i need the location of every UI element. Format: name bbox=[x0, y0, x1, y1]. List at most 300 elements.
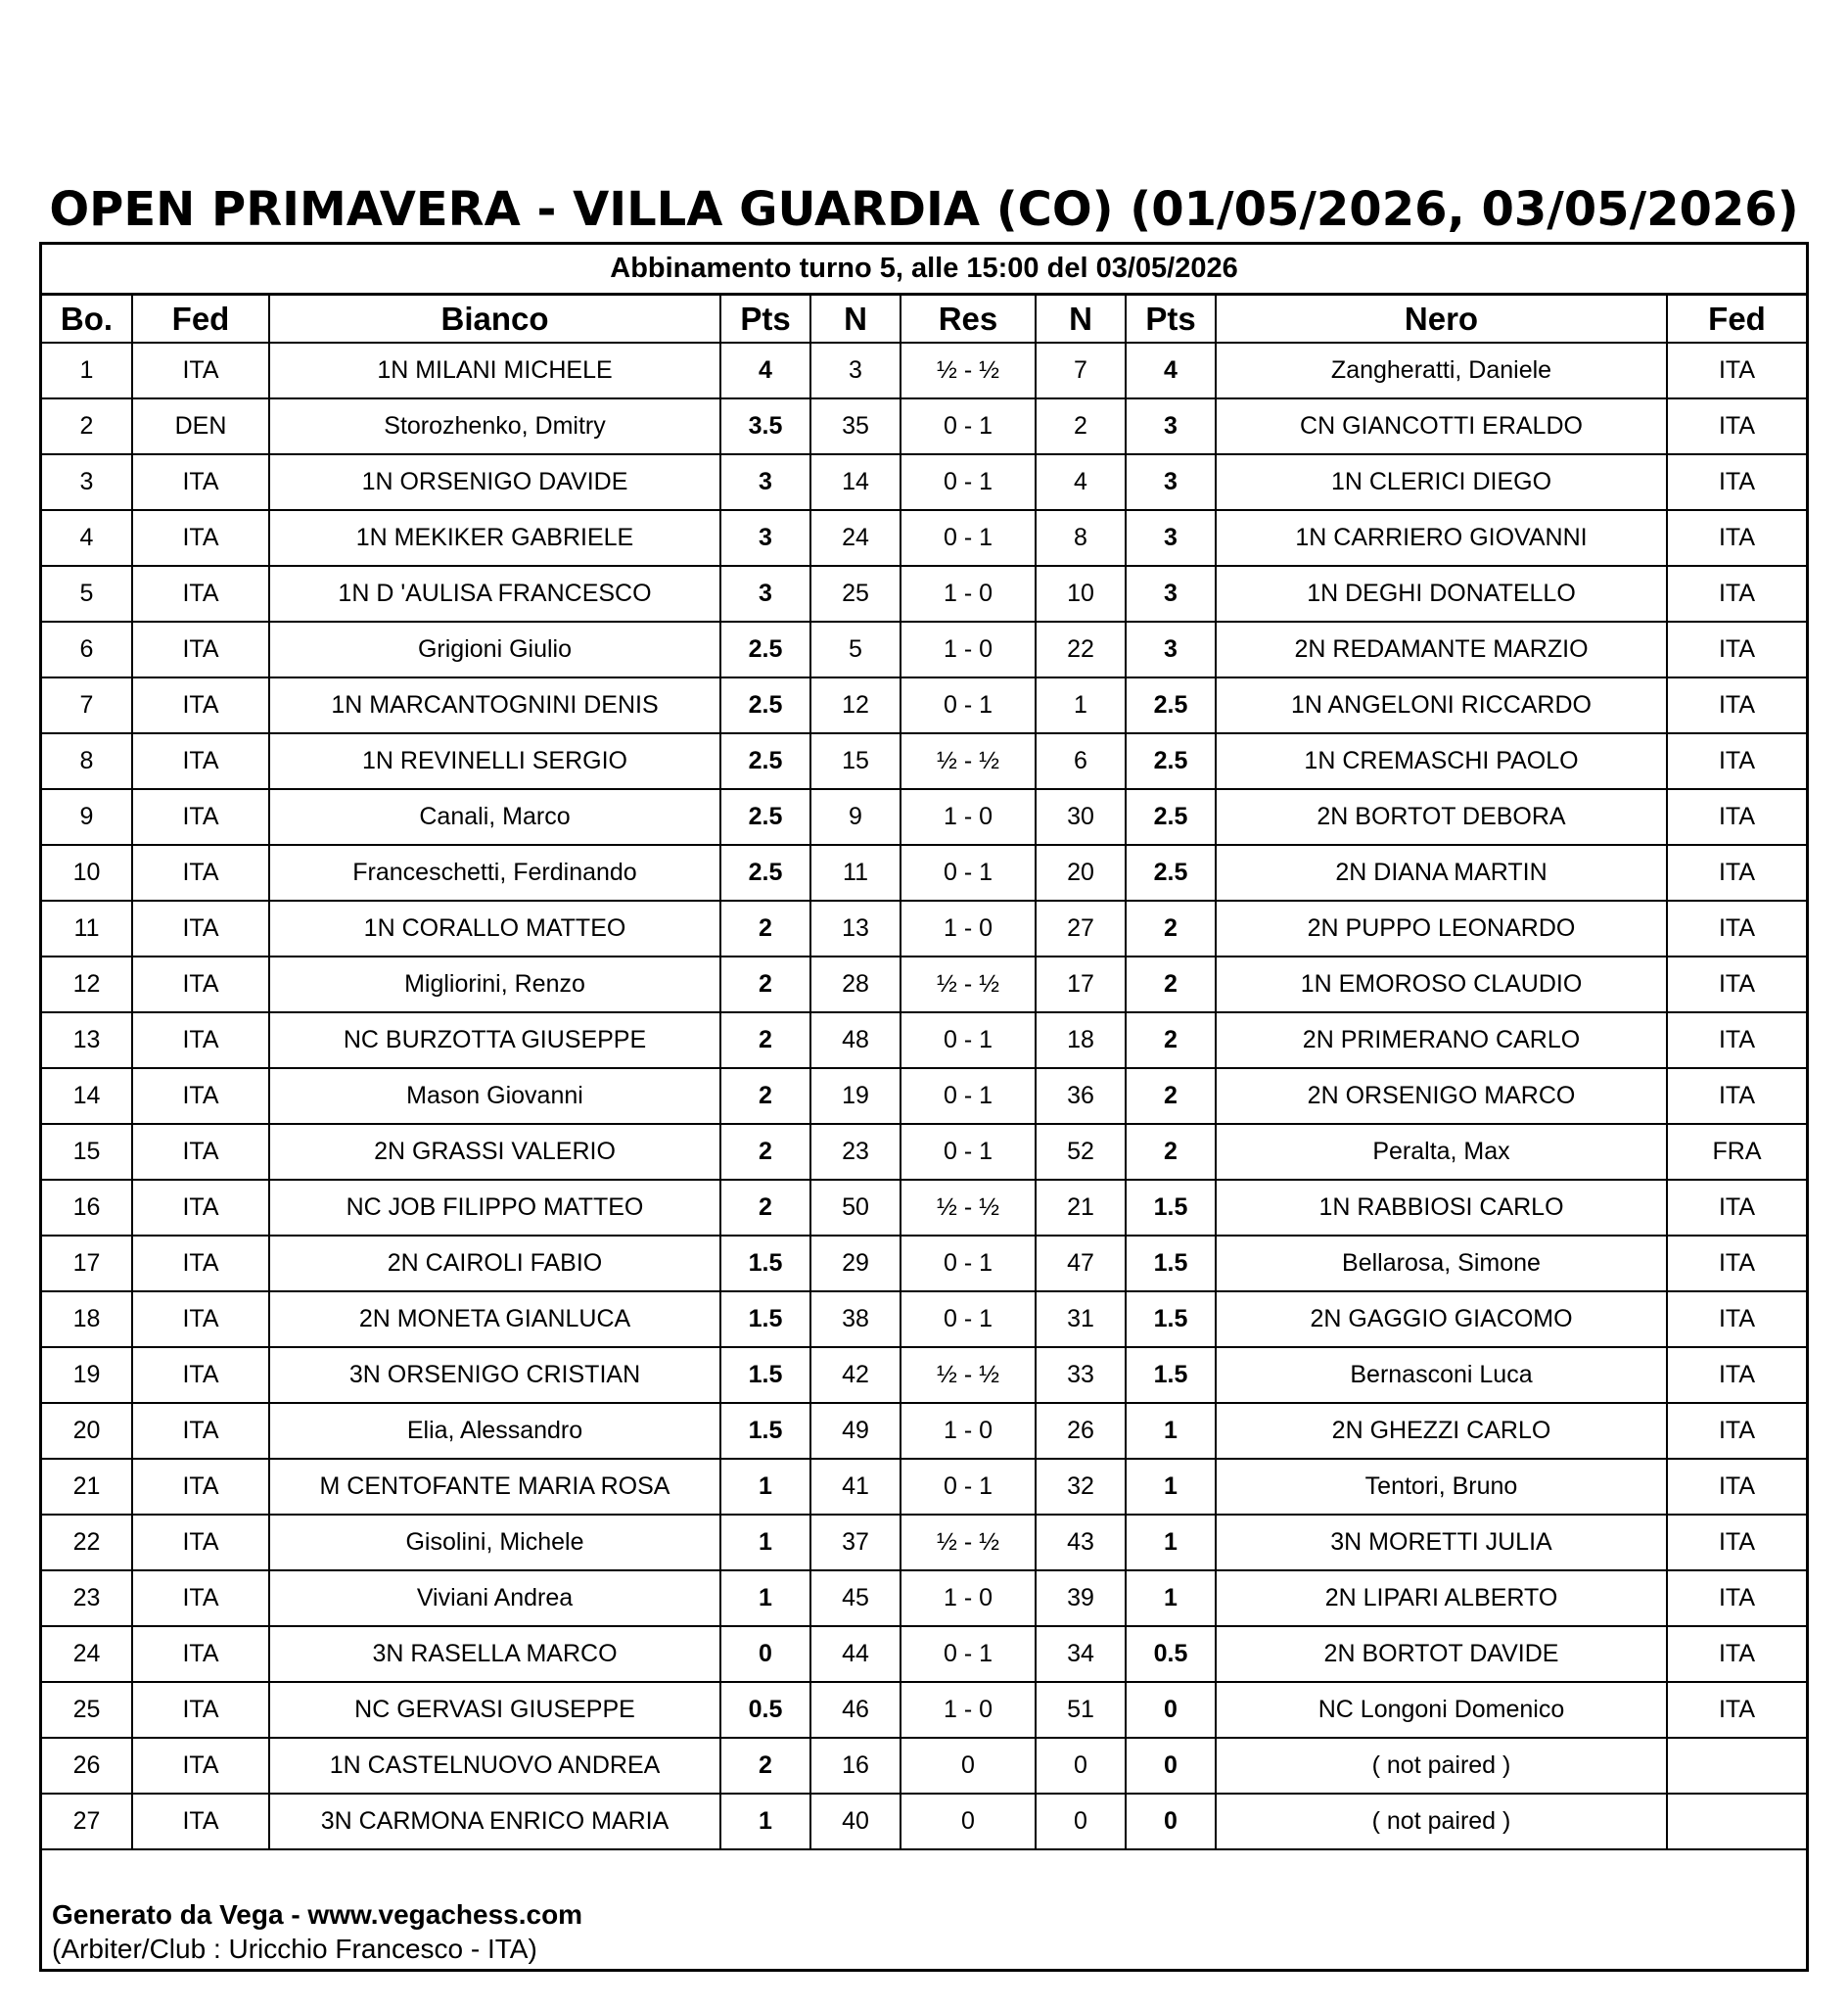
white-player: Grigioni Giulio bbox=[269, 622, 720, 677]
result: ½ - ½ bbox=[901, 343, 1036, 398]
pts-black: 1 bbox=[1126, 1515, 1216, 1570]
fed-black: ITA bbox=[1667, 1068, 1806, 1124]
black-player: 2N BORTOT DEBORA bbox=[1216, 789, 1667, 845]
n-white: 9 bbox=[810, 789, 901, 845]
n-black: 26 bbox=[1036, 1403, 1126, 1459]
black-player: 2N GHEZZI CARLO bbox=[1216, 1403, 1667, 1459]
pts-white: 3 bbox=[720, 454, 810, 510]
pts-white: 2 bbox=[720, 1180, 810, 1236]
n-black: 27 bbox=[1036, 901, 1126, 957]
pts-white: 1 bbox=[720, 1515, 810, 1570]
board-number: 16 bbox=[42, 1180, 132, 1236]
fed-black: ITA bbox=[1667, 622, 1806, 677]
board-number: 8 bbox=[42, 733, 132, 789]
pts-black: 1.5 bbox=[1126, 1291, 1216, 1347]
n-white: 45 bbox=[810, 1570, 901, 1626]
fed-black: ITA bbox=[1667, 454, 1806, 510]
pts-black: 3 bbox=[1126, 398, 1216, 454]
white-player: Storozhenko, Dmitry bbox=[269, 398, 720, 454]
pts-white: 0 bbox=[720, 1626, 810, 1682]
fed-white: ITA bbox=[132, 566, 269, 622]
pts-black: 2.5 bbox=[1126, 789, 1216, 845]
pts-white: 2 bbox=[720, 1124, 810, 1180]
n-black: 1 bbox=[1036, 677, 1126, 733]
pts-white: 1.5 bbox=[720, 1403, 810, 1459]
pts-white: 2.5 bbox=[720, 845, 810, 901]
header-n-white: N bbox=[810, 296, 901, 343]
white-player: 3N RASELLA MARCO bbox=[269, 1626, 720, 1682]
black-player: 1N EMOROSO CLAUDIO bbox=[1216, 957, 1667, 1012]
fed-white: DEN bbox=[132, 398, 269, 454]
table-row bbox=[42, 1236, 1806, 1291]
pts-white: 2.5 bbox=[720, 733, 810, 789]
fed-black: ITA bbox=[1667, 1291, 1806, 1347]
result: 0 - 1 bbox=[901, 1124, 1036, 1180]
n-black: 4 bbox=[1036, 454, 1126, 510]
header-fed-white: Fed bbox=[132, 296, 269, 343]
n-black: 7 bbox=[1036, 343, 1126, 398]
white-player: 1N REVINELLI SERGIO bbox=[269, 733, 720, 789]
n-white: 44 bbox=[810, 1626, 901, 1682]
pts-white: 1.5 bbox=[720, 1236, 810, 1291]
table-row bbox=[42, 1794, 1806, 1849]
black-player: 2N LIPARI ALBERTO bbox=[1216, 1570, 1667, 1626]
white-player: 2N MONETA GIANLUCA bbox=[269, 1291, 720, 1347]
n-white: 5 bbox=[810, 622, 901, 677]
table-row bbox=[42, 1403, 1806, 1459]
black-player: 1N RABBIOSI CARLO bbox=[1216, 1180, 1667, 1236]
fed-white: ITA bbox=[132, 957, 269, 1012]
n-white: 12 bbox=[810, 677, 901, 733]
pts-white: 3 bbox=[720, 510, 810, 566]
table-row bbox=[42, 566, 1806, 622]
n-white: 40 bbox=[810, 1794, 901, 1849]
board-number: 1 bbox=[42, 343, 132, 398]
pts-white: 1 bbox=[720, 1794, 810, 1849]
fed-black: ITA bbox=[1667, 1347, 1806, 1403]
fed-white: ITA bbox=[132, 1626, 269, 1682]
table-row bbox=[42, 343, 1806, 398]
n-white: 42 bbox=[810, 1347, 901, 1403]
board-number: 23 bbox=[42, 1570, 132, 1626]
result: 0 bbox=[901, 1738, 1036, 1794]
n-black: 33 bbox=[1036, 1347, 1126, 1403]
n-white: 11 bbox=[810, 845, 901, 901]
n-black: 22 bbox=[1036, 622, 1126, 677]
white-player: 1N D 'AULISA FRANCESCO bbox=[269, 566, 720, 622]
pts-white: 2 bbox=[720, 901, 810, 957]
white-player: 3N ORSENIGO CRISTIAN bbox=[269, 1347, 720, 1403]
black-player: ( not paired ) bbox=[1216, 1738, 1667, 1794]
white-player: Migliorini, Renzo bbox=[269, 957, 720, 1012]
fed-black: ITA bbox=[1667, 1570, 1806, 1626]
board-number: 5 bbox=[42, 566, 132, 622]
pts-black: 0 bbox=[1126, 1794, 1216, 1849]
pts-black: 1 bbox=[1126, 1459, 1216, 1515]
pts-black: 3 bbox=[1126, 566, 1216, 622]
result: 0 - 1 bbox=[901, 1236, 1036, 1291]
pts-black: 2 bbox=[1126, 1068, 1216, 1124]
n-black: 51 bbox=[1036, 1682, 1126, 1738]
white-player: 1N MARCANTOGNINI DENIS bbox=[269, 677, 720, 733]
n-white: 48 bbox=[810, 1012, 901, 1068]
black-player: 2N BORTOT DAVIDE bbox=[1216, 1626, 1667, 1682]
white-player: Gisolini, Michele bbox=[269, 1515, 720, 1570]
result: 1 - 0 bbox=[901, 1682, 1036, 1738]
white-player: 1N CORALLO MATTEO bbox=[269, 901, 720, 957]
white-player: Mason Giovanni bbox=[269, 1068, 720, 1124]
pts-black: 3 bbox=[1126, 622, 1216, 677]
white-player: 1N ORSENIGO DAVIDE bbox=[269, 454, 720, 510]
pairings-frame bbox=[39, 242, 1809, 1972]
fed-black: ITA bbox=[1667, 510, 1806, 566]
n-black: 17 bbox=[1036, 957, 1126, 1012]
white-player: NC BURZOTTA GIUSEPPE bbox=[269, 1012, 720, 1068]
n-white: 41 bbox=[810, 1459, 901, 1515]
n-white: 49 bbox=[810, 1403, 901, 1459]
header-pts-black: Pts bbox=[1126, 296, 1216, 343]
black-player: 2N REDAMANTE MARZIO bbox=[1216, 622, 1667, 677]
pts-black: 2 bbox=[1126, 1012, 1216, 1068]
fed-white: ITA bbox=[132, 1515, 269, 1570]
board-number: 14 bbox=[42, 1068, 132, 1124]
result: ½ - ½ bbox=[901, 1515, 1036, 1570]
result: 0 - 1 bbox=[901, 1459, 1036, 1515]
pts-white: 0.5 bbox=[720, 1682, 810, 1738]
black-player: 3N MORETTI JULIA bbox=[1216, 1515, 1667, 1570]
pts-white: 2 bbox=[720, 1068, 810, 1124]
arbiter-note: (Arbiter/Club : Uricchio Francesco - ITA) bbox=[52, 1934, 537, 1964]
n-black: 32 bbox=[1036, 1459, 1126, 1515]
fed-white: ITA bbox=[132, 454, 269, 510]
table-row bbox=[42, 1347, 1806, 1403]
fed-white: ITA bbox=[132, 1570, 269, 1626]
n-white: 24 bbox=[810, 510, 901, 566]
table-row bbox=[42, 1068, 1806, 1124]
white-player: 2N GRASSI VALERIO bbox=[269, 1124, 720, 1180]
table-row bbox=[42, 510, 1806, 566]
white-player: Canali, Marco bbox=[269, 789, 720, 845]
n-black: 0 bbox=[1036, 1794, 1126, 1849]
result: 0 bbox=[901, 1794, 1036, 1849]
n-white: 28 bbox=[810, 957, 901, 1012]
fed-white: ITA bbox=[132, 1236, 269, 1291]
round-subtitle: Abbinamento turno 5, alle 15:00 del 03/05/2026 bbox=[42, 245, 1806, 296]
pts-black: 1.5 bbox=[1126, 1180, 1216, 1236]
board-number: 15 bbox=[42, 1124, 132, 1180]
result: 0 - 1 bbox=[901, 1068, 1036, 1124]
pts-black: 0.5 bbox=[1126, 1626, 1216, 1682]
black-player: 1N CREMASCHI PAOLO bbox=[1216, 733, 1667, 789]
n-black: 8 bbox=[1036, 510, 1126, 566]
board-number: 10 bbox=[42, 845, 132, 901]
fed-black bbox=[1667, 1738, 1806, 1794]
table-row bbox=[42, 845, 1806, 901]
n-black: 30 bbox=[1036, 789, 1126, 845]
pts-black: 2 bbox=[1126, 957, 1216, 1012]
white-player: M CENTOFANTE MARIA ROSA bbox=[269, 1459, 720, 1515]
board-number: 17 bbox=[42, 1236, 132, 1291]
n-black: 0 bbox=[1036, 1738, 1126, 1794]
black-player: Peralta, Max bbox=[1216, 1124, 1667, 1180]
pts-white: 3.5 bbox=[720, 398, 810, 454]
result: ½ - ½ bbox=[901, 1180, 1036, 1236]
table-row bbox=[42, 1738, 1806, 1794]
pts-white: 1 bbox=[720, 1570, 810, 1626]
pts-white: 2.5 bbox=[720, 622, 810, 677]
pts-black: 0 bbox=[1126, 1738, 1216, 1794]
result: 0 - 1 bbox=[901, 398, 1036, 454]
board-number: 11 bbox=[42, 901, 132, 957]
black-player: NC Longoni Domenico bbox=[1216, 1682, 1667, 1738]
black-player: ( not paired ) bbox=[1216, 1794, 1667, 1849]
board-number: 7 bbox=[42, 677, 132, 733]
n-black: 43 bbox=[1036, 1515, 1126, 1570]
result: 1 - 0 bbox=[901, 1570, 1036, 1626]
result: 1 - 0 bbox=[901, 789, 1036, 845]
n-black: 47 bbox=[1036, 1236, 1126, 1291]
table-row bbox=[42, 1291, 1806, 1347]
n-black: 39 bbox=[1036, 1570, 1126, 1626]
fed-black: ITA bbox=[1667, 1403, 1806, 1459]
white-player: NC JOB FILIPPO MATTEO bbox=[269, 1180, 720, 1236]
pairings-table bbox=[42, 296, 1806, 1850]
table-row bbox=[42, 733, 1806, 789]
black-player: CN GIANCOTTI ERALDO bbox=[1216, 398, 1667, 454]
n-black: 31 bbox=[1036, 1291, 1126, 1347]
n-white: 23 bbox=[810, 1124, 901, 1180]
header-pts-white: Pts bbox=[720, 296, 810, 343]
fed-white: ITA bbox=[132, 789, 269, 845]
fed-black: ITA bbox=[1667, 1236, 1806, 1291]
board-number: 2 bbox=[42, 398, 132, 454]
fed-black: ITA bbox=[1667, 789, 1806, 845]
pts-white: 2 bbox=[720, 957, 810, 1012]
pts-black: 2.5 bbox=[1126, 677, 1216, 733]
table-row bbox=[42, 1012, 1806, 1068]
white-player: Viviani Andrea bbox=[269, 1570, 720, 1626]
pts-black: 3 bbox=[1126, 454, 1216, 510]
pts-white: 4 bbox=[720, 343, 810, 398]
table-row bbox=[42, 677, 1806, 733]
black-player: 2N ORSENIGO MARCO bbox=[1216, 1068, 1667, 1124]
pts-black: 2 bbox=[1126, 901, 1216, 957]
black-player: 1N ANGELONI RICCARDO bbox=[1216, 677, 1667, 733]
n-white: 46 bbox=[810, 1682, 901, 1738]
fed-black: ITA bbox=[1667, 1012, 1806, 1068]
black-player: Bellarosa, Simone bbox=[1216, 1236, 1667, 1291]
fed-black: ITA bbox=[1667, 733, 1806, 789]
fed-white: ITA bbox=[132, 733, 269, 789]
generator-credit: Generato da Vega - www.vegachess.com bbox=[52, 1899, 583, 1930]
board-number: 6 bbox=[42, 622, 132, 677]
fed-white: ITA bbox=[132, 1403, 269, 1459]
fed-white: ITA bbox=[132, 1738, 269, 1794]
result: 1 - 0 bbox=[901, 622, 1036, 677]
fed-black: ITA bbox=[1667, 901, 1806, 957]
header-result: Res bbox=[901, 296, 1036, 343]
pts-white: 1.5 bbox=[720, 1291, 810, 1347]
pts-black: 4 bbox=[1126, 343, 1216, 398]
black-player: Zangheratti, Daniele bbox=[1216, 343, 1667, 398]
n-black: 52 bbox=[1036, 1124, 1126, 1180]
header-board: Bo. bbox=[42, 296, 132, 343]
n-black: 6 bbox=[1036, 733, 1126, 789]
header-n-black: N bbox=[1036, 296, 1126, 343]
n-black: 20 bbox=[1036, 845, 1126, 901]
result: 1 - 0 bbox=[901, 1403, 1036, 1459]
n-white: 25 bbox=[810, 566, 901, 622]
white-player: NC GERVASI GIUSEPPE bbox=[269, 1682, 720, 1738]
fed-white: ITA bbox=[132, 1794, 269, 1849]
black-player: 2N PRIMERANO CARLO bbox=[1216, 1012, 1667, 1068]
black-player: 2N PUPPO LEONARDO bbox=[1216, 901, 1667, 957]
fed-white: ITA bbox=[132, 1124, 269, 1180]
n-black: 21 bbox=[1036, 1180, 1126, 1236]
black-player: Bernasconi Luca bbox=[1216, 1347, 1667, 1403]
header-row bbox=[42, 296, 1806, 343]
result: 1 - 0 bbox=[901, 901, 1036, 957]
pts-black: 1 bbox=[1126, 1570, 1216, 1626]
n-white: 29 bbox=[810, 1236, 901, 1291]
board-number: 24 bbox=[42, 1626, 132, 1682]
pts-white: 3 bbox=[720, 566, 810, 622]
page-title: OPEN PRIMAVERA - VILLA GUARDIA (CO) (01/05/2026, 03/05/2026) bbox=[49, 182, 1799, 237]
pts-white: 2 bbox=[720, 1738, 810, 1794]
board-number: 25 bbox=[42, 1682, 132, 1738]
header-white: Bianco bbox=[269, 296, 720, 343]
n-white: 35 bbox=[810, 398, 901, 454]
fed-white: ITA bbox=[132, 901, 269, 957]
header-fed-black: Fed bbox=[1667, 296, 1806, 343]
fed-black: ITA bbox=[1667, 1180, 1806, 1236]
fed-black: ITA bbox=[1667, 566, 1806, 622]
fed-black bbox=[1667, 1794, 1806, 1849]
table-row bbox=[42, 1515, 1806, 1570]
board-number: 12 bbox=[42, 957, 132, 1012]
pts-black: 1 bbox=[1126, 1403, 1216, 1459]
fed-white: ITA bbox=[132, 1347, 269, 1403]
white-player: 2N CAIROLI FABIO bbox=[269, 1236, 720, 1291]
fed-black: ITA bbox=[1667, 398, 1806, 454]
black-player: 1N DEGHI DONATELLO bbox=[1216, 566, 1667, 622]
result: 0 - 1 bbox=[901, 1012, 1036, 1068]
pts-black: 1.5 bbox=[1126, 1347, 1216, 1403]
white-player: 1N MILANI MICHELE bbox=[269, 343, 720, 398]
board-number: 9 bbox=[42, 789, 132, 845]
n-black: 2 bbox=[1036, 398, 1126, 454]
result: ½ - ½ bbox=[901, 733, 1036, 789]
n-white: 13 bbox=[810, 901, 901, 957]
pairings-body bbox=[42, 343, 1806, 1849]
pts-black: 2.5 bbox=[1126, 845, 1216, 901]
n-white: 50 bbox=[810, 1180, 901, 1236]
pts-white: 1 bbox=[720, 1459, 810, 1515]
result: 0 - 1 bbox=[901, 1626, 1036, 1682]
fed-black: ITA bbox=[1667, 957, 1806, 1012]
fed-white: ITA bbox=[132, 1459, 269, 1515]
pts-white: 2.5 bbox=[720, 677, 810, 733]
board-number: 13 bbox=[42, 1012, 132, 1068]
pts-white: 2 bbox=[720, 1012, 810, 1068]
black-player: 2N GAGGIO GIACOMO bbox=[1216, 1291, 1667, 1347]
black-player: 1N CLERICI DIEGO bbox=[1216, 454, 1667, 510]
fed-black: ITA bbox=[1667, 845, 1806, 901]
fed-black: ITA bbox=[1667, 1459, 1806, 1515]
pts-black: 1.5 bbox=[1126, 1236, 1216, 1291]
board-number: 4 bbox=[42, 510, 132, 566]
board-number: 22 bbox=[42, 1515, 132, 1570]
fed-black: FRA bbox=[1667, 1124, 1806, 1180]
board-number: 27 bbox=[42, 1794, 132, 1849]
pts-black: 3 bbox=[1126, 510, 1216, 566]
table-row bbox=[42, 1682, 1806, 1738]
fed-white: ITA bbox=[132, 1682, 269, 1738]
result: 1 - 0 bbox=[901, 566, 1036, 622]
table-row bbox=[42, 1459, 1806, 1515]
white-player: Elia, Alessandro bbox=[269, 1403, 720, 1459]
fed-black: ITA bbox=[1667, 677, 1806, 733]
n-black: 34 bbox=[1036, 1626, 1126, 1682]
white-player: Franceschetti, Ferdinando bbox=[269, 845, 720, 901]
pts-black: 0 bbox=[1126, 1682, 1216, 1738]
n-white: 3 bbox=[810, 343, 901, 398]
fed-white: ITA bbox=[132, 343, 269, 398]
white-player: 1N MEKIKER GABRIELE bbox=[269, 510, 720, 566]
n-white: 37 bbox=[810, 1515, 901, 1570]
board-number: 18 bbox=[42, 1291, 132, 1347]
table-row bbox=[42, 1124, 1806, 1180]
fed-white: ITA bbox=[132, 1012, 269, 1068]
board-number: 26 bbox=[42, 1738, 132, 1794]
n-black: 10 bbox=[1036, 566, 1126, 622]
table-row bbox=[42, 398, 1806, 454]
fed-black: ITA bbox=[1667, 343, 1806, 398]
n-white: 38 bbox=[810, 1291, 901, 1347]
n-white: 14 bbox=[810, 454, 901, 510]
result: 0 - 1 bbox=[901, 677, 1036, 733]
fed-white: ITA bbox=[132, 1068, 269, 1124]
n-white: 16 bbox=[810, 1738, 901, 1794]
n-black: 36 bbox=[1036, 1068, 1126, 1124]
table-row bbox=[42, 789, 1806, 845]
board-number: 3 bbox=[42, 454, 132, 510]
result: ½ - ½ bbox=[901, 957, 1036, 1012]
board-number: 21 bbox=[42, 1459, 132, 1515]
fed-black: ITA bbox=[1667, 1682, 1806, 1738]
black-player: Tentori, Bruno bbox=[1216, 1459, 1667, 1515]
fed-white: ITA bbox=[132, 677, 269, 733]
result: 0 - 1 bbox=[901, 845, 1036, 901]
board-number: 19 bbox=[42, 1347, 132, 1403]
table-row bbox=[42, 901, 1806, 957]
pts-black: 2.5 bbox=[1126, 733, 1216, 789]
table-row bbox=[42, 1570, 1806, 1626]
white-player: 3N CARMONA ENRICO MARIA bbox=[269, 1794, 720, 1849]
result: 0 - 1 bbox=[901, 454, 1036, 510]
result: 0 - 1 bbox=[901, 510, 1036, 566]
black-player: 1N CARRIERO GIOVANNI bbox=[1216, 510, 1667, 566]
n-white: 19 bbox=[810, 1068, 901, 1124]
white-player: 1N CASTELNUOVO ANDREA bbox=[269, 1738, 720, 1794]
result: ½ - ½ bbox=[901, 1347, 1036, 1403]
result: 0 - 1 bbox=[901, 1291, 1036, 1347]
n-black: 18 bbox=[1036, 1012, 1126, 1068]
black-player: 2N DIANA MARTIN bbox=[1216, 845, 1667, 901]
fed-white: ITA bbox=[132, 1291, 269, 1347]
fed-black: ITA bbox=[1667, 1626, 1806, 1682]
pts-white: 2.5 bbox=[720, 789, 810, 845]
